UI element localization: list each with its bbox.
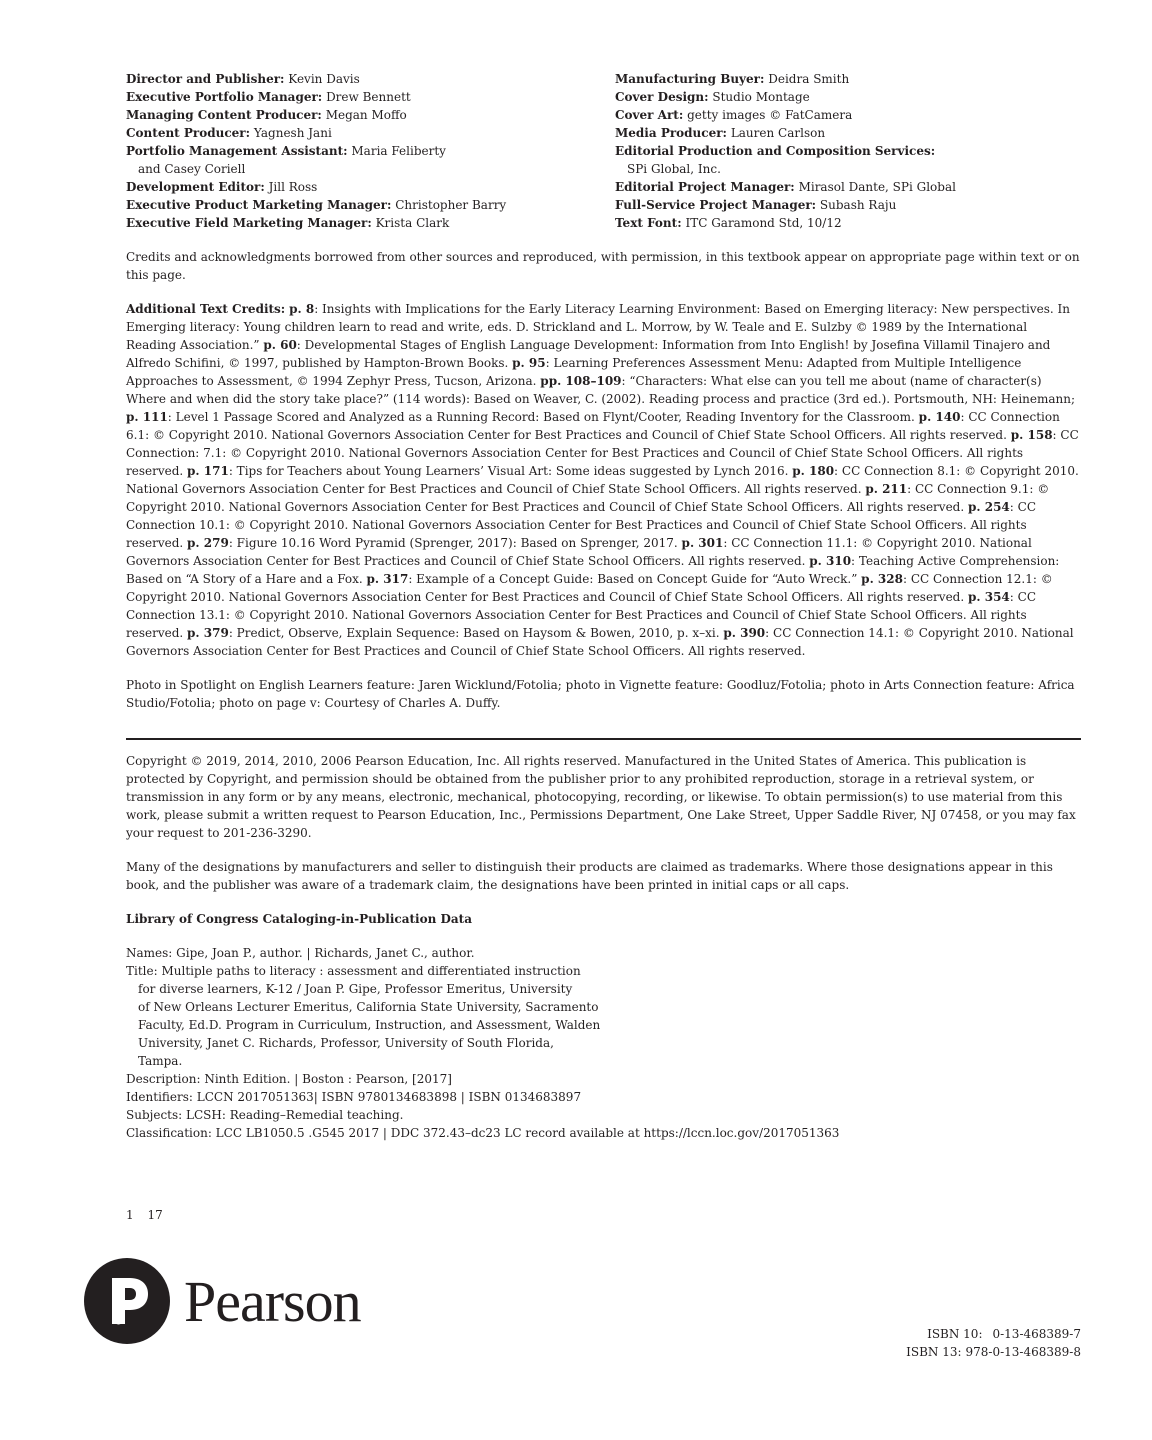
credit-role: Development Editor: <box>126 180 265 194</box>
credit-role: Text Font: <box>615 216 682 230</box>
cip-line: Faculty, Ed.D. Program in Curriculum, Instruction, and Assessment, Walden <box>138 1018 601 1032</box>
credit-page-ref: p. 317 <box>366 572 409 586</box>
credit-text: : CC Connection 12.1: © Copyright 2010. National Governors Association Center for Best Practices and Council of Chief State School Officers. All rights reserved. <box>126 572 1053 604</box>
credit-name: Studio Montage <box>712 90 810 104</box>
credit-text: : CC Connection 13.1: © Copyright 2010. National Governors Association Center for Best Practices and Council of Chief State School Officers. All rights reserved. <box>126 590 1037 640</box>
isbn-row <box>882 1343 1081 1361</box>
credit-text: : CC Connection 6.1: © Copyright 2010. National Governors Association Center for Best Practices and Council of Chief State School Officers. All rights reserved. <box>126 410 1060 442</box>
credit-role: Editorial Project Manager: <box>615 180 795 194</box>
credit-text: : CC Connection: 7.1: © Copyright 2010. National Governors Association Center for Best Practices and Council of Chief State School Officers. All rights reserved. <box>126 428 1079 478</box>
credit-role: Executive Field Marketing Manager: <box>126 216 372 230</box>
cip-line: of New Orleans Lecturer Emeritus, California State University, Sacramento <box>138 1000 599 1014</box>
isbn-label: ISBN 10: <box>927 1327 983 1341</box>
right-credit-row <box>615 142 1081 160</box>
credit-name: Krista Clark <box>375 216 450 230</box>
credit-text: : Insights with Implications for the Early Literacy Learning Environment: Based on Emerging literacy: New perspectives. In Emerging literacy: Young children learn to read and write, eds. D. Strickland and L. Morrow, by W. Teale and E. Sulzby © 1989 by the International Reading Association.” <box>126 302 1070 352</box>
credit-page-ref: p. 254 <box>967 500 1010 514</box>
credit-role: Cover Art: <box>615 108 684 122</box>
credit-name: ITC Garamond Std, 10/12 <box>685 216 842 230</box>
trademark-notice: Many of the designations by manufacturers and seller to distinguish their products are claimed as trademarks. Where those designations appear in this book, and the publisher was aware of a trademark claim, the designations have been printed in initial caps or all caps. <box>126 860 1053 892</box>
cip-line: Classification: LCC LB1050.5 .G545 2017 | DDC 372.43–dc23 LC record available at https://lccn.loc.gov/2017051363 <box>126 1126 840 1140</box>
credit-role: Executive Product Marketing Manager: <box>126 198 392 212</box>
credit-name: Mirasol Dante, SPi Global <box>798 180 956 194</box>
staff-credits <box>126 70 1081 232</box>
credit-page-ref: p. 328 <box>861 572 903 586</box>
left-credit-row <box>126 142 615 160</box>
credit-page-ref: p. 279 <box>187 536 229 550</box>
credit-name: Kevin Davis <box>288 72 360 86</box>
credit-text: : CC Connection 11.1: © Copyright 2010. National Governors Association Center for Best Practices and Council of Chief State School Officers. All rights reserved. <box>126 536 1032 568</box>
credit-role: Portfolio Management Assistant: <box>126 144 348 158</box>
credit-text: : CC Connection 10.1: © Copyright 2010. National Governors Association Center for Best Practices and Council of Chief State School Officers. All rights reserved. <box>126 500 1037 550</box>
right-credit-row <box>615 88 1081 106</box>
credit-text: : Developmental Stages of English Language Development: Information from Into English! by Josefina Villamil Tinajero and Alfredo Schifini, © 1997, published by Hampton-Brown Books. <box>126 338 1051 370</box>
cip-data <box>126 944 1081 1142</box>
credit-name: Megan Moffo <box>325 108 407 122</box>
copyright-notice: Copyright © 2019, 2014, 2010, 2006 Pearson Education, Inc. All rights reserved. Manufactured in the United States of America. This publication is protected by Copyright, and permission should be obtained from the publisher prior to any prohibited reproduction, storage in a retrieval system, or transmission in any form or by any means, electronic, mechanical, photocopying, recording, or likewise. To obtain permission(s) to use material from this work, please submit a written request to Pearson Education, Inc., Permissions Department, One Lake Street, Upper Saddle River, NJ 07458, or you may fax your request to 201-236-3290. <box>126 754 1076 840</box>
photo-credits: Photo in Spotlight on English Learners feature: Jaren Wicklund/Fotolia; photo in Vignette feature: Goodluz/Fotolia; photo in Arts Connection feature: Africa Studio/Fotolia; photo on page v: Courtesy of Charles A. Duffy. <box>126 678 1075 710</box>
credit-role: Manufacturing Buyer: <box>615 72 765 86</box>
cip-line: Names: Gipe, Joan P., author. | Richards, Janet C., author. <box>126 946 475 960</box>
credit-text: : Level 1 Passage Scored and Analyzed as a Running Record: Based on Flynt/Cooter, Reading Inventory for the Classroom. <box>167 410 919 424</box>
credit-page-ref: p. 140 <box>918 410 961 424</box>
right-credit-row <box>615 214 1081 232</box>
credit-role: Editorial Production and Composition Services: <box>615 144 936 158</box>
pearson-p-logo-icon <box>84 1258 170 1344</box>
pearson-wordmark: Pearson <box>184 1268 361 1334</box>
cip-line: for diverse learners, K-12 / Joan P. Gipe, Professor Emeritus, University <box>138 982 573 996</box>
credit-page-ref: p. 95 <box>512 356 546 370</box>
credit-page-ref: p. 8 <box>289 302 315 316</box>
right-credit-row <box>615 124 1081 142</box>
credit-page-ref: pp. 108–109 <box>540 374 622 388</box>
credit-page-ref: p. 60 <box>263 338 297 352</box>
isbn-block <box>882 1325 1081 1361</box>
credit-role: Full-Service Project Manager: <box>615 198 817 212</box>
credit-page-ref: p. 180 <box>792 464 835 478</box>
copyright-page <box>126 70 1081 1142</box>
credit-name: Lauren Carlson <box>730 126 826 140</box>
print-line: 1 17 <box>126 1208 163 1222</box>
credit-page-ref: p. 158 <box>1010 428 1053 442</box>
credit-text: : CC Connection 9.1: © Copyright 2010. National Governors Association Center for Best Practices and Council of Chief State School Officers. All rights reserved. <box>126 482 1050 514</box>
right-credit-row <box>615 196 1081 214</box>
credit-name: Subash Raju <box>819 198 897 212</box>
credit-name: SPi Global, Inc. <box>627 162 721 176</box>
credit-page-ref: p. 301 <box>681 536 724 550</box>
credit-role: Media Producer: <box>615 126 727 140</box>
right-credit-row <box>615 178 1081 196</box>
left-credit-row <box>126 106 615 124</box>
credit-name: Yagnesh Jani <box>253 126 332 140</box>
credit-role: Executive Portfolio Manager: <box>126 90 323 104</box>
cip-line: Subjects: LCSH: Reading–Remedial teaching. <box>126 1108 404 1122</box>
isbn-label: ISBN 13: <box>906 1345 962 1359</box>
credit-role: Managing Content Producer: <box>126 108 322 122</box>
credit-page-ref: p. 310 <box>809 554 852 568</box>
credit-name: getty images © FatCamera <box>687 108 853 122</box>
isbn-value: 0-13-468389-7 <box>992 1327 1081 1341</box>
staff-credits-right <box>615 70 1081 232</box>
left-credit-row <box>126 124 615 142</box>
cip-heading: Library of Congress Cataloging-in-Publication Data <box>126 912 472 926</box>
credit-name: and Casey Coriell <box>138 162 246 176</box>
credit-page-ref: p. 379 <box>187 626 229 640</box>
credit-name: Christopher Barry <box>395 198 507 212</box>
credit-text: : Tips for Teachers about Young Learners’ Visual Art: Some ideas suggested by Lynch 2016. <box>228 464 793 478</box>
left-credit-row <box>126 196 615 214</box>
additional-credits-label: Additional Text Credits: <box>126 302 286 316</box>
cip-line: Tampa. <box>138 1054 183 1068</box>
credit-name: Drew Bennett <box>326 90 411 104</box>
credit-text: : “Characters: What else can you tell me about (name of character(s) Where and when did the story take place?” (114 words): Based on Weaver, C. (2002). Reading process and practice (3rd ed.). Portsmouth, NH: Heinemann; <box>126 374 1076 406</box>
credit-page-ref: p. 211 <box>865 482 908 496</box>
cip-line: University, Janet C. Richards, Professor, University of South Florida, <box>138 1036 554 1050</box>
credit-page-ref: p. 111 <box>126 410 168 424</box>
credit-role: Director and Publisher: <box>126 72 285 86</box>
credit-role: Cover Design: <box>615 90 709 104</box>
credit-page-ref: p. 354 <box>967 590 1010 604</box>
credit-name: Deidra Smith <box>768 72 850 86</box>
left-credit-row <box>126 160 615 178</box>
left-credit-row <box>126 178 615 196</box>
right-credit-row <box>615 160 1081 178</box>
isbn-row <box>882 1325 1081 1343</box>
cip-line: Description: Ninth Edition. | Boston : Pearson, [2017] <box>126 1072 452 1086</box>
isbn-value: 978-0-13-468389-8 <box>965 1345 1081 1359</box>
credit-page-ref: p. 390 <box>723 626 766 640</box>
credit-text: : CC Connection 8.1: © Copyright 2010. National Governors Association Center for Best Practices and Council of Chief State School Officers. All rights reserved. <box>126 464 1079 496</box>
additional-text-credits <box>126 300 1081 660</box>
staff-credits-left <box>126 70 615 232</box>
credit-name: Jill Ross <box>268 180 318 194</box>
credit-text: : Example of a Concept Guide: Based on Concept Guide for “Auto Wreck.” <box>408 572 862 586</box>
left-credit-row <box>126 88 615 106</box>
left-credit-row <box>126 214 615 232</box>
cip-line: Identifiers: LCCN 2017051363| ISBN 9780134683898 | ISBN 0134683897 <box>126 1090 582 1104</box>
left-credit-row <box>126 70 615 88</box>
credit-role: Content Producer: <box>126 126 251 140</box>
cip-line: Title: Multiple paths to literacy : assessment and differentiated instruction <box>126 964 581 978</box>
credit-text: : Teaching Active Comprehension: Based on “A Story of a Hare and a Fox. <box>126 554 1060 586</box>
credits-acknowledgment: Credits and acknowledgments borrowed from other sources and reproduced, with permission, in this textbook appear on appropriate page within text or on this page. <box>126 250 1080 282</box>
credit-page-ref: p. 171 <box>187 464 229 478</box>
credit-text: : Figure 10.16 Word Pyramid (Sprenger, 2017): Based on Sprenger, 2017. <box>228 536 682 550</box>
credit-text: : CC Connection 14.1: © Copyright 2010. National Governors Association Center for Best Practices and Council of Chief State School Officers. All rights reserved. <box>126 626 1074 658</box>
credit-name: Maria Feliberty <box>351 144 446 158</box>
section-divider <box>126 738 1081 740</box>
right-credit-row <box>615 70 1081 88</box>
credit-text: : Predict, Observe, Explain Sequence: Based on Haysom & Bowen, 2010, p. x–xi. <box>228 626 724 640</box>
right-credit-row <box>615 106 1081 124</box>
pearson-logo <box>84 1258 361 1344</box>
credit-text: : Learning Preferences Assessment Menu: Adapted from Multiple Intelligence Approaches to Assessment, © 1994 Zephyr Press, Tucson, Arizona. <box>126 356 1022 388</box>
